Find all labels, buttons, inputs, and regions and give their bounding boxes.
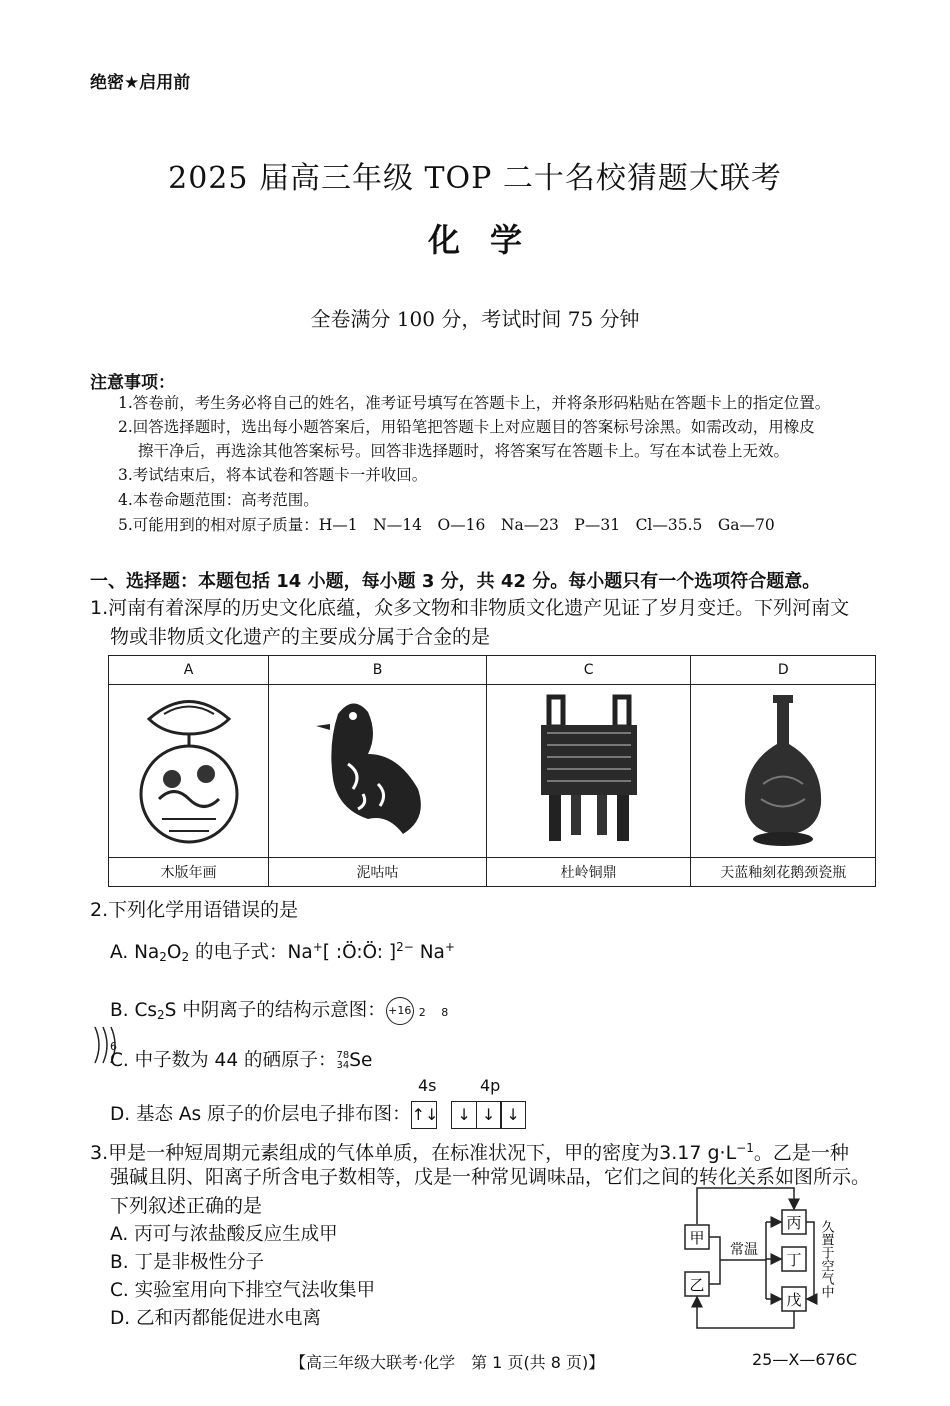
q2-a-text: O bbox=[166, 942, 182, 963]
atomic-number: 34 bbox=[336, 1060, 350, 1071]
subscript: 2 bbox=[157, 1008, 165, 1022]
q3-stem-line3: 下列叙述正确的是 bbox=[110, 1195, 263, 1217]
q1-caption: 杜岭铜鼎 bbox=[486, 858, 691, 887]
orbital-box-4p: ↓ bbox=[500, 1101, 526, 1129]
clay-whistle-image bbox=[308, 694, 448, 844]
nucleus-circle: +16 bbox=[386, 997, 414, 1025]
footer-page-info: 【高三年级大联考·化学 第 1 页(共 8 页)】 bbox=[290, 1353, 605, 1372]
notice-item: 5.可能用到的相对原子质量：H—1 N—14 O—16 Na—23 P—31 Cl—35.5 Ga—70 bbox=[118, 516, 775, 534]
electron-formula: [ :Ö:Ö: ] bbox=[322, 942, 397, 963]
q3-text: 3.甲是一种短周期元素组成的气体单质，在标准状况下，甲的密度为3.17 g·L bbox=[90, 1142, 737, 1164]
orbital-box-4p: ↓ bbox=[451, 1101, 477, 1129]
notice-heading: 注意事项： bbox=[90, 373, 175, 393]
subscript: 2 bbox=[159, 950, 167, 964]
q1-letter: D bbox=[691, 656, 876, 685]
q2-a-text: 的电子式：Na bbox=[189, 942, 313, 963]
q1-caption: 天蓝釉刻花鹅颈瓷瓶 bbox=[691, 858, 876, 887]
q1-caption: 木版年画 bbox=[109, 858, 269, 887]
notice-item: 擦干净后，再选涂其他答案标号。回答非选择题时，将答案写在答题卡上。写在本试卷上无效。 bbox=[138, 442, 790, 460]
q3-stem-line2: 强碱且阴、阳离子所含电子数相等，戊是一种常见调味品，它们之间的转化关系如图所示。 bbox=[110, 1166, 871, 1188]
q2-a-text: Na bbox=[413, 942, 445, 963]
q3-option: D. 乙和丙都能促进水电离 bbox=[110, 1308, 322, 1329]
q2-b-text: B. Cs bbox=[110, 1000, 158, 1021]
q2-option-d bbox=[110, 1100, 525, 1129]
node-ding: 丁 bbox=[786, 1251, 802, 1269]
notice-item: 4.本卷命题范围：高考范围。 bbox=[118, 491, 319, 509]
condition-label: 常温 bbox=[730, 1242, 758, 1258]
q1-image-a bbox=[109, 685, 269, 858]
node-wu: 戊 bbox=[786, 1291, 802, 1309]
section-heading: 一、选择题：本题包括 14 小题，每小题 3 分，共 42 分。每小题只有一个选项符合题意。 bbox=[90, 571, 821, 592]
nuclide-numbers bbox=[336, 1051, 349, 1071]
orbital-box-4p: ↓ bbox=[476, 1101, 502, 1129]
q1-image-d bbox=[691, 685, 876, 858]
q1-letter: C bbox=[486, 656, 691, 685]
superscript: −1 bbox=[736, 1141, 754, 1155]
q1-image-b bbox=[269, 685, 487, 858]
q1-caption: 泥咕咕 bbox=[269, 858, 487, 887]
orbital-label-4p: 4p bbox=[480, 1076, 501, 1095]
element-symbol: Se bbox=[349, 1050, 373, 1071]
woodblock-print-image bbox=[134, 689, 244, 849]
confidential-mark: 绝密★启用前 bbox=[90, 73, 191, 93]
subscript: 2 bbox=[181, 950, 190, 964]
q2-d-text: D. 基态 As 原子的价层电子排布图： bbox=[110, 1104, 411, 1125]
node-bing: 丙 bbox=[786, 1214, 802, 1232]
subject-title: 化学 bbox=[427, 221, 552, 259]
q3-option: A. 丙可与浓盐酸反应生成甲 bbox=[110, 1224, 338, 1245]
superscript: 2− bbox=[396, 940, 414, 954]
q2-a-text: A. Na bbox=[110, 942, 160, 963]
q3-option: C. 实验室用向下排空气法收集甲 bbox=[110, 1280, 376, 1301]
bronze-ding-image bbox=[529, 689, 649, 849]
mass-number: 78 bbox=[336, 1050, 350, 1061]
notice-item: 3.考试结束后，将本试卷和答题卡一并收回。 bbox=[118, 466, 428, 484]
footer-code: 25—X—676C bbox=[752, 1350, 858, 1369]
q2-b-text: S 中阴离子的结构示意图： bbox=[164, 1000, 386, 1021]
conversion-diagram bbox=[680, 1180, 850, 1340]
exam-title: 2025 届高三年级 TOP 二十名校猜题大联考 bbox=[168, 161, 782, 196]
superscript: + bbox=[312, 940, 323, 954]
porcelain-vase-image bbox=[733, 689, 833, 849]
score-time-info: 全卷满分 100 分，考试时间 75 分钟 bbox=[310, 307, 640, 331]
q2-c-text: C. 中子数为 44 的硒原子： bbox=[110, 1050, 337, 1071]
q3-text: 。乙是一种 bbox=[753, 1142, 849, 1164]
q1-stem-line2: 物或非物质文化遗产的主要成分属于合金的是 bbox=[110, 626, 491, 648]
notice-item: 1.答卷前，考生务必将自己的姓名，准考证号填写在答题卡上，并将条形码粘贴在答题卡上的指定位置。 bbox=[118, 394, 831, 412]
q2-stem: 2.下列化学用语错误的是 bbox=[90, 899, 299, 921]
q1-options-table bbox=[108, 655, 876, 887]
q2-option-a bbox=[110, 938, 455, 964]
node-jia: 甲 bbox=[689, 1229, 705, 1247]
q1-image-c bbox=[486, 685, 691, 858]
electron-shells: 2 8 6 bbox=[110, 1006, 455, 1053]
side-note: 久置于空气中 bbox=[818, 1220, 834, 1298]
orbital-label-4s: 4s bbox=[418, 1076, 437, 1095]
q1-letter: B bbox=[269, 656, 487, 685]
notice-item: 2.回答选择题时，选出每小题答案后，用铅笔把答题卡上对应题目的答案标号涂黑。如需改动，用橡皮 bbox=[118, 418, 815, 436]
q2-option-c bbox=[110, 1046, 372, 1072]
orbital-box-4s: ↑↓ bbox=[411, 1101, 437, 1129]
q1-letter: A bbox=[109, 656, 269, 685]
node-yi: 乙 bbox=[689, 1276, 705, 1294]
q3-option: B. 丁是非极性分子 bbox=[110, 1252, 264, 1273]
q1-stem-line1: 1.河南有着深厚的历史文化底蕴，众多文物和非物质文化遗产见证了岁月变迁。下列河南文 bbox=[90, 597, 850, 619]
superscript: + bbox=[444, 940, 455, 954]
